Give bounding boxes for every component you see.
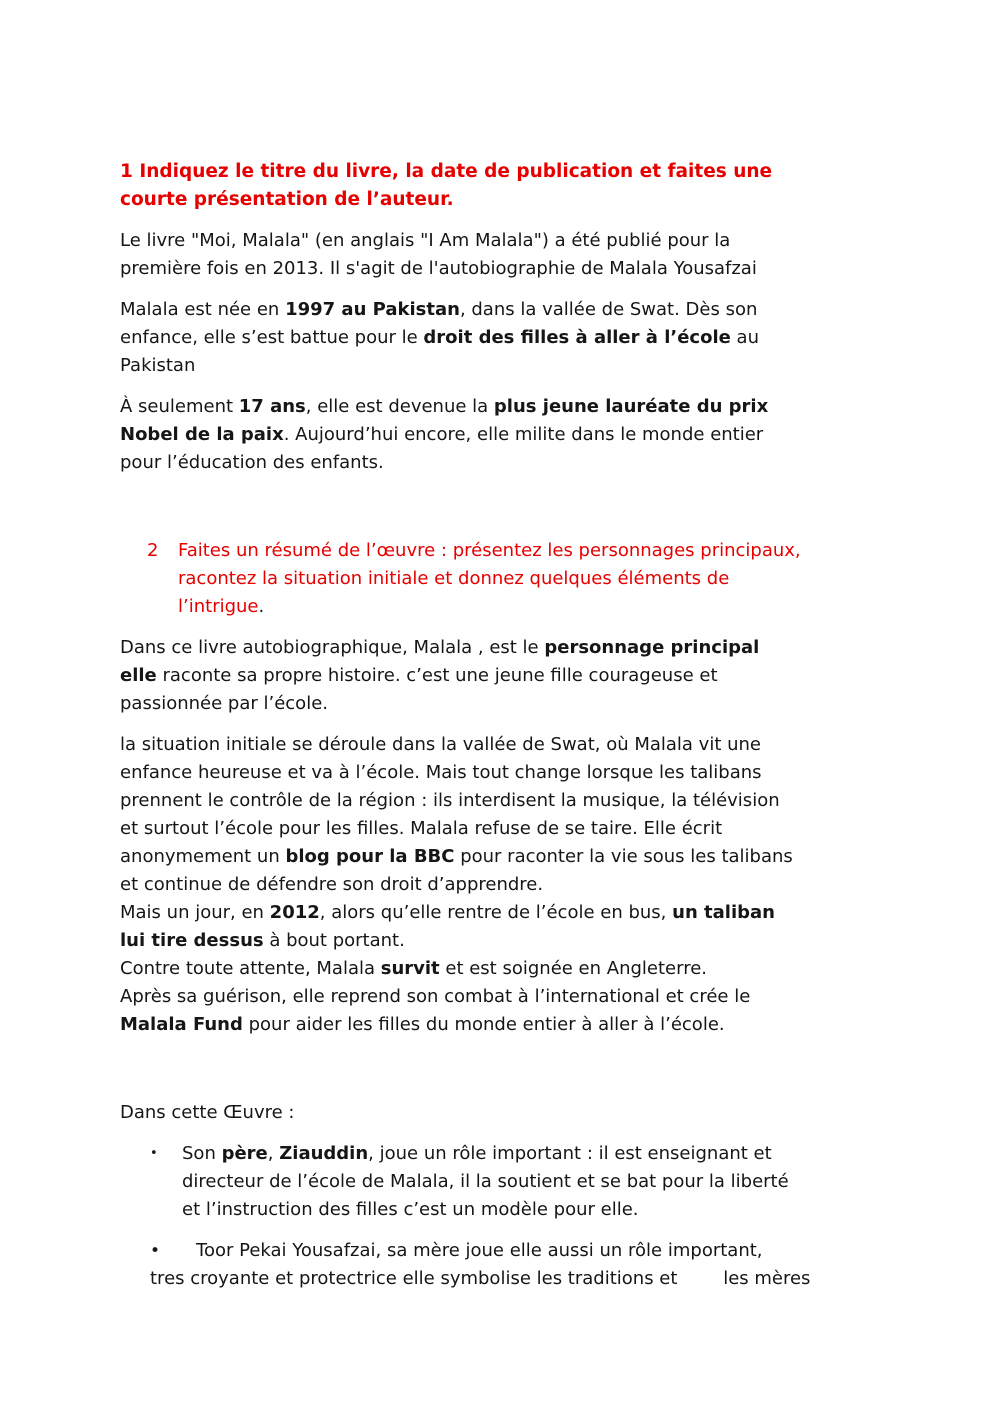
text-run: 1997 au Pakistan (285, 299, 460, 320)
text-run: prennent le contrôle de la région : ils interdisent la musique, la télévision (120, 790, 780, 811)
text-run: . (258, 596, 265, 617)
question-number: 2 (147, 540, 159, 561)
text-run: courte présentation de l’auteur. (120, 189, 454, 210)
text-run: Mais un jour, en (120, 902, 270, 923)
text-run: blog pour la BBC (285, 846, 455, 867)
text-run: et surtout l’école pour les filles. Malala refuse de se taire. Elle écrit (120, 818, 723, 839)
text-run: pour raconter la vie sous les talibans (454, 846, 793, 867)
text-run: À seulement (120, 396, 239, 417)
text-run: Son (182, 1143, 222, 1164)
text-run: passionnée par l’école. (120, 693, 328, 714)
document-body (120, 158, 875, 1293)
text-run: Pakistan (120, 355, 196, 376)
text-run: 1 Indiquez le titre du livre, la date de publication et faites une (120, 161, 773, 182)
para-malala-birth (120, 296, 875, 380)
question-1-heading (120, 158, 875, 214)
bullet-icon: • (150, 1146, 158, 1161)
text-run: Malala est née en (120, 299, 286, 320)
text-run: . Aujourd’hui encore, elle milite dans le monde entier (283, 424, 764, 445)
text-run: Contre toute attente, Malala (120, 958, 381, 979)
text-run: Après sa guérison, elle reprend son combat à l’international et crée le (120, 986, 751, 1007)
bullet-icon: • (150, 1241, 161, 1261)
text-run: et est soignée en Angleterre. (439, 958, 708, 979)
text-run: et continue de défendre son droit d’apprendre. (120, 874, 544, 895)
text-run: tres croyante et protectrice elle symbolise les traditions et les mères (150, 1268, 811, 1289)
text-run: survit (380, 958, 440, 979)
text-run: l’intrigue (178, 596, 259, 617)
para-main-character (120, 634, 875, 718)
text-run: personnage principal (544, 637, 760, 658)
para-plot-summary (120, 731, 875, 1039)
text-run: Toor Pekai Yousafzai, sa mère joue elle aussi un rôle important, (196, 1240, 763, 1261)
question-2-item (147, 537, 875, 621)
text-run: Le livre "Moi, Malala" (en anglais "I Am Malala") a été publié pour la (120, 230, 731, 251)
text-run: pour l’éducation des enfants. (120, 452, 384, 473)
text-run: au (730, 327, 759, 348)
para-book-intro (120, 227, 875, 283)
text-run: lui tire dessus (120, 930, 264, 951)
text-run: Faites un résumé de l’œuvre : présentez les personnages principaux, (178, 540, 801, 561)
text-run: Dans ce livre autobiographique, Malala , est le (120, 637, 545, 658)
text-run: 2012 (269, 902, 320, 923)
text-run: , dans la vallée de Swat. Dès son (459, 299, 758, 320)
spacer-1 (120, 490, 875, 524)
text-run: elle (120, 665, 157, 686)
text-run: Nobel de la paix (120, 424, 284, 445)
text-run: droit des filles à aller à l’école (423, 327, 731, 348)
text-run: 17 ans (238, 396, 306, 417)
text-run: pour aider les filles du monde entier à aller à l’école. (242, 1014, 725, 1035)
text-run: anonymement un (120, 846, 286, 867)
bullet-mother (150, 1237, 875, 1293)
text-run: père (221, 1143, 268, 1164)
bullet-father (150, 1140, 875, 1224)
text-run: Ziauddin (279, 1143, 369, 1164)
text-run: , alors qu’elle rentre de l’école en bus, (319, 902, 673, 923)
para-nobel-prize (120, 393, 875, 477)
text-run: un taliban (672, 902, 775, 923)
bullet-text (182, 1140, 875, 1224)
text-run: directeur de l’école de Malala, il la soutient et se bat pour la liberté (182, 1171, 789, 1192)
text-run: Dans cette Œuvre : (120, 1102, 295, 1123)
text-run: racontez la situation initiale et donnez quelques éléments de (178, 568, 730, 589)
text-run: , (267, 1143, 280, 1164)
text-run: la situation initiale se déroule dans la vallée de Swat, où Malala vit une (120, 734, 762, 755)
label-dans-cette-oeuvre (120, 1099, 875, 1127)
text-run: enfance, elle s’est battue pour le (120, 327, 424, 348)
text-run: première fois en 2013. Il s'agit de l'autobiographie de Malala Yousafzai (120, 258, 757, 279)
text-run: à bout portant. (263, 930, 405, 951)
spacer-2 (120, 1052, 875, 1086)
text-run: , joue un rôle important : il est enseignant et (368, 1143, 772, 1164)
text-run: enfance heureuse et va à l’école. Mais tout change lorsque les talibans (120, 762, 762, 783)
text-run: et l’instruction des filles c’est un modèle pour elle. (182, 1199, 639, 1220)
text-run: Malala Fund (120, 1014, 243, 1035)
text-run: raconte sa propre histoire. c’est une jeune fille courageuse et (156, 665, 718, 686)
question-text (178, 537, 875, 621)
text-run: plus jeune lauréate du prix (493, 396, 769, 417)
text-run: , elle est devenue la (305, 396, 494, 417)
